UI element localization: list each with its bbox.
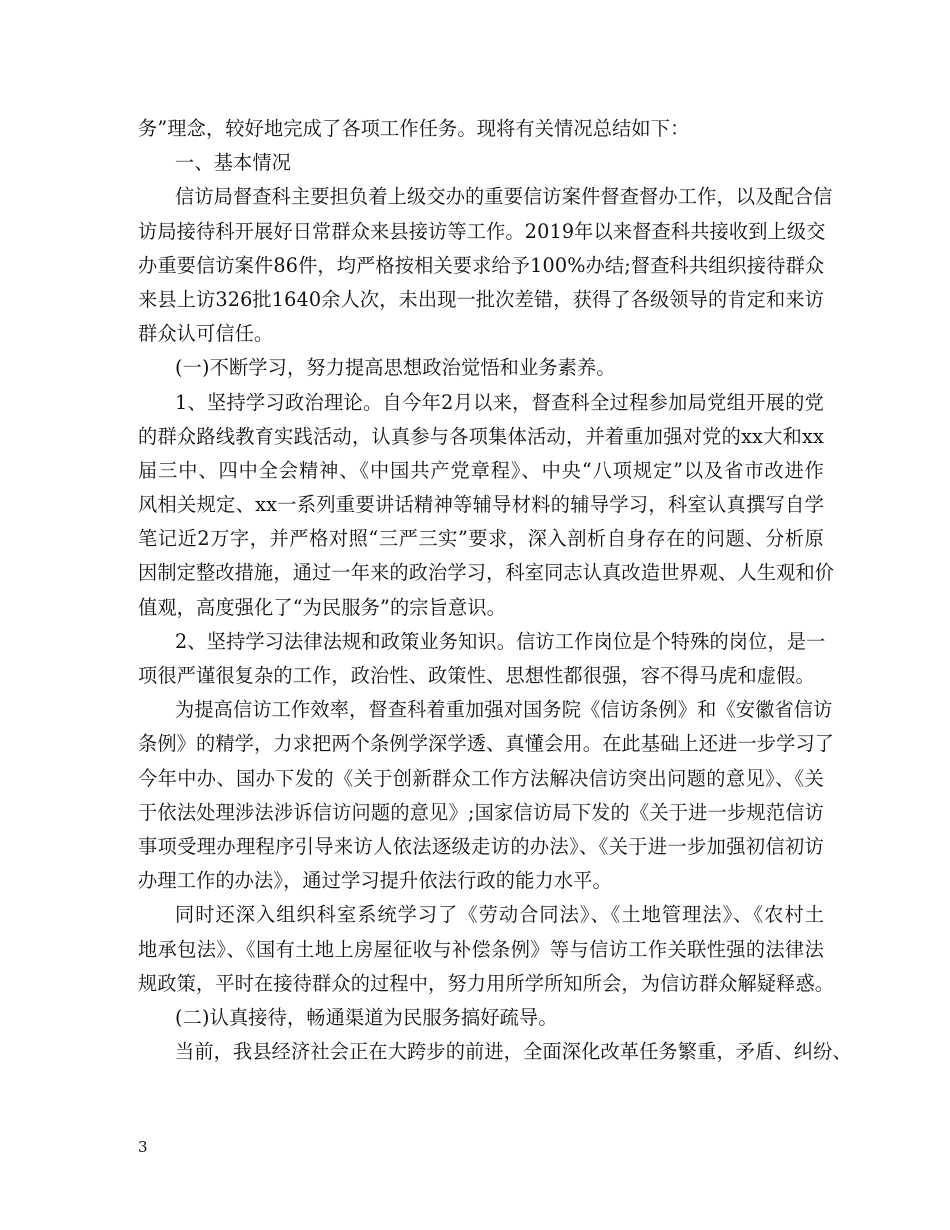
text-line: 务”理念，较好地完成了各项工作任务。现将有关情况总结如下： (138, 117, 690, 140)
text-line: 访局接待科开展好日常群众来县接访等工作。2019年以来督查科共接收到上级交 (138, 219, 826, 243)
text-line: 事项受理办理程序引导来访人依法逐级走访的办法》、《关于进一步加强初信初访 (138, 834, 824, 858)
text-line: 条例》的精学，力求把两个条例学深学透、真懂会用。在此基础上还进一步学习了 (138, 732, 835, 756)
text-line: 笔记近2万字，并严格对照“三严三实”要求，深入剖析自身存在的问题、分析原 (138, 527, 824, 551)
text-line: 为提高信访工作效率，督查科着重加强对国务院《信访条例》和《安徽省信访 (175, 698, 833, 722)
text-line: 项很严谨很复杂的工作，政治性、政策性、思想性都很强，容不得马虎和虚假。 (138, 664, 815, 687)
text-line: 今年中办、国办下发的《关于创新群众工作方法解决信访突出问题的意见》、《关 (138, 766, 824, 790)
text-line: 1、坚持学习政治理论。自今年2月以来，督查科全过程参加局党组开展的党 (175, 390, 824, 414)
text-line: 值观，高度强化了“为民服务”的宗旨意识。 (138, 595, 506, 619)
text-line: 规政策，平时在接待群众的过程中，努力用所学所知所会，为信访群众解疑释惑。 (138, 971, 835, 995)
text-line: 群众认可信任。 (138, 322, 274, 346)
text-line: 2、坚持学习法律法规和政策业务知识。信访工作岗位是个特殊的岗位，是一 (175, 629, 826, 653)
text-line: 的群众路线教育实践活动，认真参与各项集体活动，并着重加强对党的xx大和xx (138, 424, 824, 448)
text-line: 届三中、四中全会精神、《中国共产党章程》、中央“八项规定”以及省市改进作 (138, 458, 824, 482)
text-line: 因制定整改措施，通过一年来的政治学习，科室同志认真改造世界观、人生观和价 (138, 561, 835, 585)
text-line: 办理工作的办法》，通过学习提升依法行政的能力水平。 (138, 869, 612, 893)
subsection-heading: (二)认真接待，畅通渠道为民服务搞好疏导。 (175, 1005, 558, 1029)
text-line: 同时还深入组织科室系统学习了《劳动合同法》、《土地管理法》、《农村土 (175, 903, 824, 927)
text-line: 于依法处理涉法涉诉信访问题的意见》;国家信访局下发的《关于进一步规范信访 (138, 800, 824, 824)
text-line: 风相关规定、xx一系列重要讲话精神等辅导材料的辅导学习，科室认真撰写自学 (138, 493, 824, 517)
text-line: 信访局督查科主要担负着上级交办的重要信访案件督查督办工作，以及配合信 (175, 185, 833, 209)
section-heading: 一、基本情况 (175, 151, 292, 175)
page-number: 3 (138, 1138, 148, 1156)
text-line: 地承包法》、《国有土地上房屋征收与补偿条例》等与信访工作关联性强的法律法 (138, 937, 824, 961)
text-line: 办重要信访案件86件，均严格按相关要求给予100%办结;督查科共组织接待群众 (138, 253, 825, 277)
text-line: 来县上访326批1640余人次，未出现一批次差错，获得了各级领导的肯定和来访 (138, 287, 824, 311)
text-line: 当前，我县经济社会正在大跨步的前进，全面深化改革任务繁重，矛盾、纠纷、 (175, 1040, 852, 1064)
document-body (138, 112, 852, 1069)
subsection-heading: (一)不断学习，努力提高思想政治觉悟和业务素养。 (175, 356, 616, 380)
